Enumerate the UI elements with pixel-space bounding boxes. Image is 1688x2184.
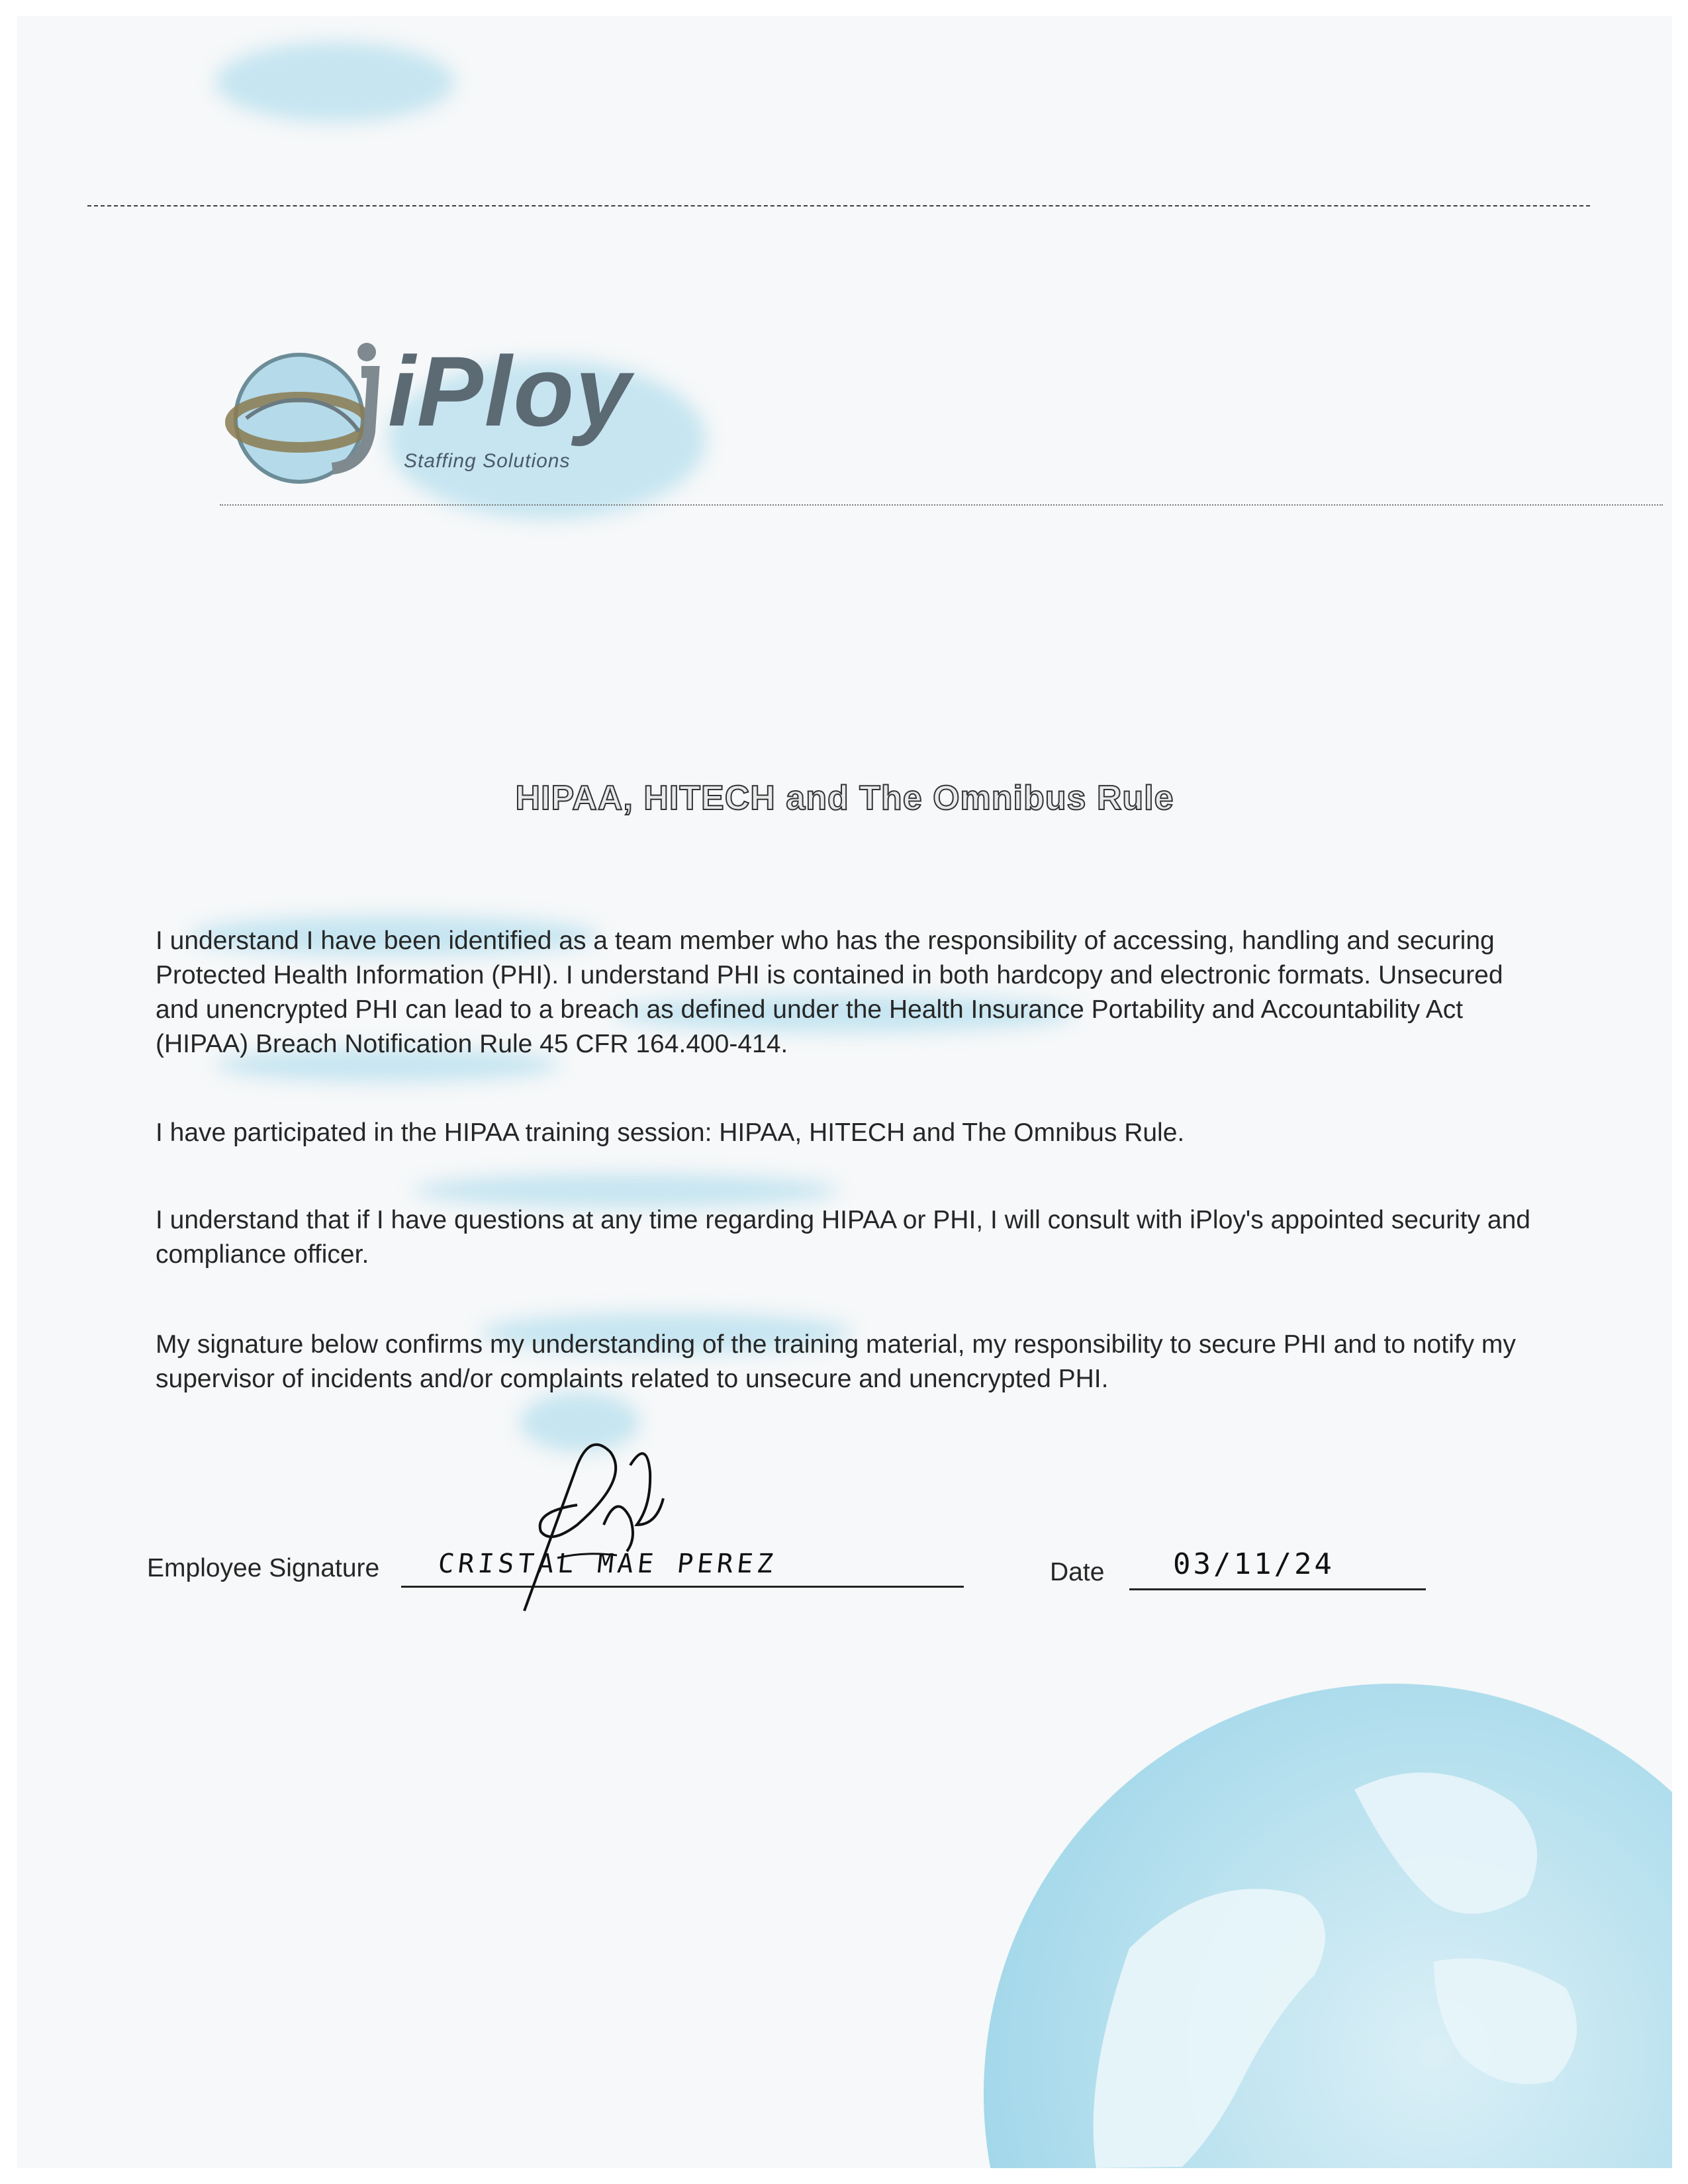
signature-confirmation-paragraph: My signature below confirms my understanding of the training material, my responsibility to secure PHI and to notify my supervisor of incidents and/or complaints related to unsecure and unencrypted PHI.	[156, 1330, 1516, 1393]
date-label: Date	[1050, 1558, 1105, 1586]
globe-logo-icon	[220, 332, 392, 498]
acknowledgment-paragraph: I understand I have been identified as a team member who has the responsibility of accessing, handling and securing Protected Health Information (PHI). I understand PHI is contained in both hardcopy and electronic formats. Unsecured and unencrypted PHI can lead to a breach as defined under the Health Insurance Portability and Accountability Act (HIPAA) Breach Notification Rule 45 CFR 164.400-414.	[156, 927, 1503, 1058]
logo-tagline: Staffing Solutions	[404, 450, 571, 472]
logo-rule	[220, 504, 1663, 506]
globe-watermark	[931, 1617, 1672, 2168]
compliance-paragraph: I understand that if I have questions at any time regarding HIPAA or PHI, I will consult with iPloy's appointed security and compliance officer.	[156, 1206, 1530, 1269]
employee-signature: CRISTAL MAE PEREZ	[436, 1549, 778, 1579]
signature-row	[147, 1525, 1537, 1591]
date-value: 03/11/24	[1173, 1547, 1335, 1581]
document-page	[17, 16, 1672, 2168]
company-logo	[220, 332, 710, 504]
signature-scrawl	[478, 1426, 690, 1617]
employee-signature-label: Employee Signature	[147, 1554, 380, 1582]
document-title: HIPAA, HITECH and The Omnibus Rule	[515, 779, 1174, 817]
date-line	[1129, 1588, 1426, 1590]
header-rule	[87, 205, 1590, 206]
toner-smudge	[216, 42, 454, 122]
training-paragraph: I have participated in the HIPAA training session: HIPAA, HITECH and The Omnibus Rule.	[156, 1118, 1185, 1147]
toner-smudge	[414, 1174, 838, 1207]
logo-wordmark: iPloy	[388, 336, 632, 447]
